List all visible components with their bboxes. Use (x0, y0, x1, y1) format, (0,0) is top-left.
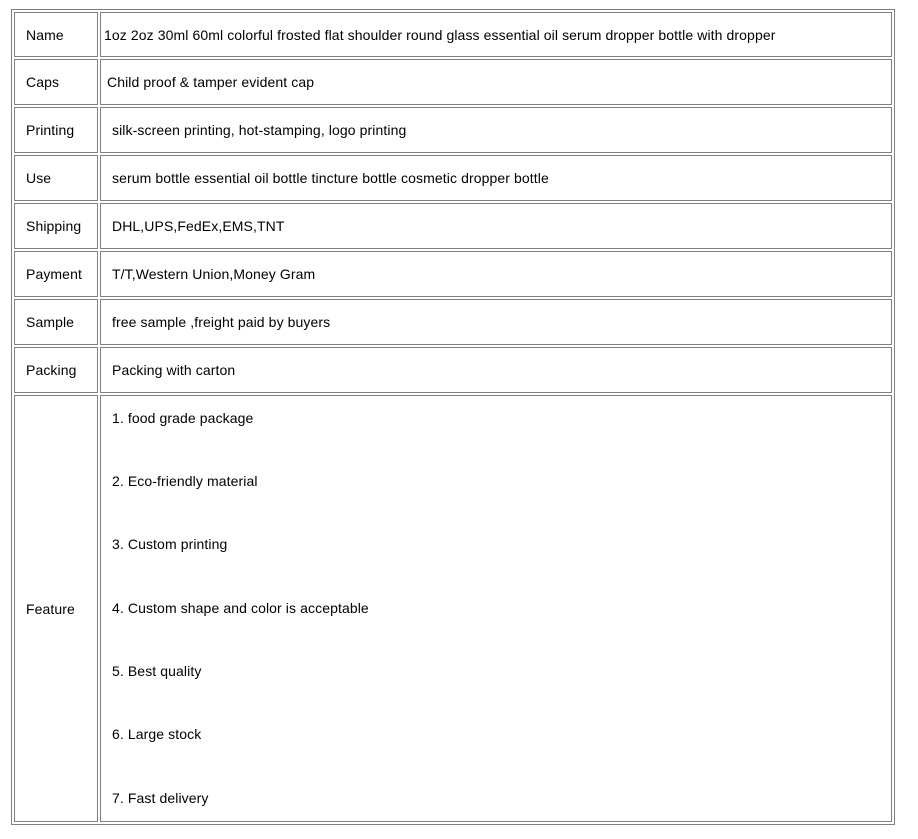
spec-row-name (14, 12, 892, 57)
spec-row-packing (14, 347, 892, 393)
spec-row-feature (14, 395, 892, 822)
spec-label-sample: Sample (14, 299, 98, 345)
spec-label-shipping: Shipping (14, 203, 98, 249)
spec-value-sample: free sample ,freight paid by buyers (100, 299, 892, 345)
product-spec-table (11, 9, 895, 825)
spec-label-payment: Payment (14, 251, 98, 297)
feature-item: 2. Eco-friendly material (112, 473, 258, 489)
feature-item: 6. Large stock (112, 726, 202, 742)
spec-value-feature (100, 395, 892, 822)
spec-value-name: 1oz 2oz 30ml 60ml colorful frosted flat shoulder round glass essential oil serum dropper bottle with dropper (100, 12, 892, 57)
spec-label-feature: Feature (14, 395, 98, 822)
spec-row-sample (14, 299, 892, 345)
feature-item: 5. Best quality (112, 663, 202, 679)
spec-row-use (14, 155, 892, 201)
spec-row-printing (14, 107, 892, 153)
feature-item: 4. Custom shape and color is acceptable (112, 600, 369, 616)
spec-label-use: Use (14, 155, 98, 201)
spec-row-shipping (14, 203, 892, 249)
feature-item: 7. Fast delivery (112, 790, 209, 806)
feature-item: 3. Custom printing (112, 536, 228, 552)
spec-row-payment (14, 251, 892, 297)
spec-row-caps (14, 59, 892, 105)
spec-value-printing: silk-screen printing, hot-stamping, logo printing (100, 107, 892, 153)
spec-label-packing: Packing (14, 347, 98, 393)
spec-value-shipping: DHL,UPS,FedEx,EMS,TNT (100, 203, 892, 249)
spec-label-name: Name (14, 12, 98, 57)
feature-item: 1. food grade package (112, 410, 254, 426)
spec-value-packing: Packing with carton (100, 347, 892, 393)
spec-label-caps: Caps (14, 59, 98, 105)
spec-value-use: serum bottle essential oil bottle tincture bottle cosmetic dropper bottle (100, 155, 892, 201)
spec-value-payment: T/T,Western Union,Money Gram (100, 251, 892, 297)
feature-list (112, 396, 891, 821)
spec-value-caps: Child proof & tamper evident cap (100, 59, 892, 105)
spec-label-printing: Printing (14, 107, 98, 153)
